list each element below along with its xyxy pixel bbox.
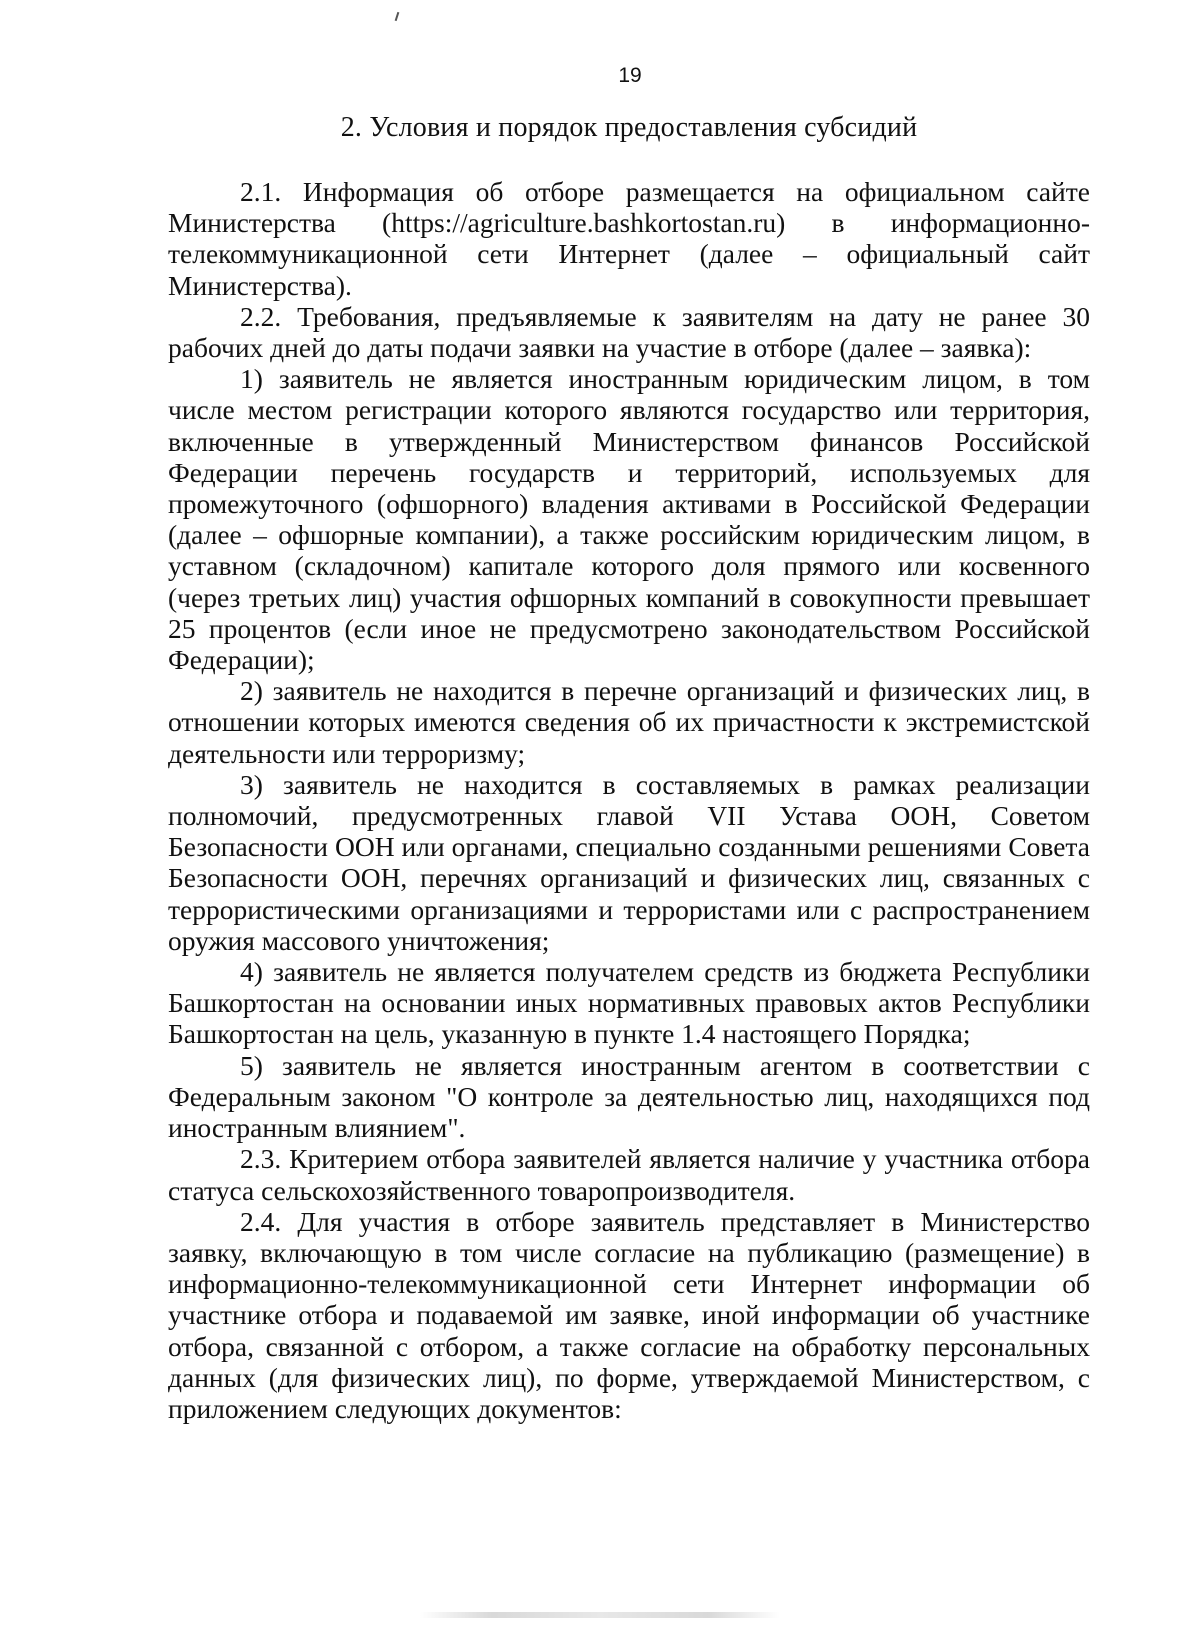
list-item-5: 5) заявитель не является иностранным агентом в соответствии с Федеральным законом "О контроле за деятельностью лиц, находящихся под иностранным влиянием". xyxy=(168,1049,1090,1144)
page-number: 19 xyxy=(618,64,642,87)
paragraph-2-1: 2.1. Информация об отборе размещается на официальном сайте Министерства (https://agriculture.bashkortostan.ru) в информационно-телекоммуникационной сети Интернет (далее – официальный сайт Министерства). xyxy=(168,176,1090,301)
paragraph-2-4: 2.4. Для участия в отборе заявитель представляет в Министерство заявку, включающую в том числе согласие на публикацию (размещение) в информационно-телекоммуникационной сети Интернет информации об участнике отбора и подаваемой им заявке, иной информации об участнике отбора, связанной с отбором, а также согласие на обработку персональных данных (для физических лиц), по форме, утверждаемой Министерством, с приложением следующих документов: xyxy=(168,1205,1090,1424)
list-item-1: 1) заявитель не является иностранным юридическим лицом, в том числе местом регистрации которого являются государство или территория, включенные в утвержденный Министерством финансов Российской Федерации перечень государств и территорий, используемых для промежуточного (офшорного) владения активами в Российской Федерации (далее – офшорные компании), а также российским юридическим лицом, в уставном (складочном) капитале которого доля прямого или косвенного (через третьих лиц) участия офшорных компаний в совокупности превышает 25 процентов (если иное не предусмотрено законодательством Российской Федерации); xyxy=(168,363,1090,676)
list-item-3: 3) заявитель не находится в составляемых в рамках реализации полномочий, предусмотренных главой VII Устава ООН, Советом Безопасности ООН или органами, специально созданными решениями Совета Безопасности ООН, перечнях организаций и физических лиц, связанных с террористическими организациями и террористами или с распространением оружия массового уничтожения; xyxy=(168,768,1090,956)
list-item-2: 2) заявитель не находится в перечне организаций и физических лиц, в отношении которых имеются сведения об их причастности к экстремистской деятельности или терроризму; xyxy=(168,675,1090,769)
paragraph-2-2: 2.2. Требования, предъявляемые к заявителям на дату не ранее 30 рабочих дней до даты подачи заявки на участие в отборе (далее – заявка): xyxy=(168,300,1090,364)
scan-artifact-mark xyxy=(395,12,400,21)
section-title: 2. Условия и порядок предоставления субсидий xyxy=(340,112,918,143)
list-item-4: 4) заявитель не является получателем средств из бюджета Республики Башкортостан на основании иных нормативных правовых актов Республики Башкортостан на цель, указанную в пункте 1.4 настоящего Порядка; xyxy=(168,956,1090,1050)
paragraph-2-3: 2.3. Критерием отбора заявителей является наличие у участника отбора статуса сельскохозяйственного товаропроизводителя. xyxy=(168,1143,1090,1206)
bottom-scan-artifact xyxy=(420,1612,780,1618)
document-body xyxy=(168,176,1090,1424)
